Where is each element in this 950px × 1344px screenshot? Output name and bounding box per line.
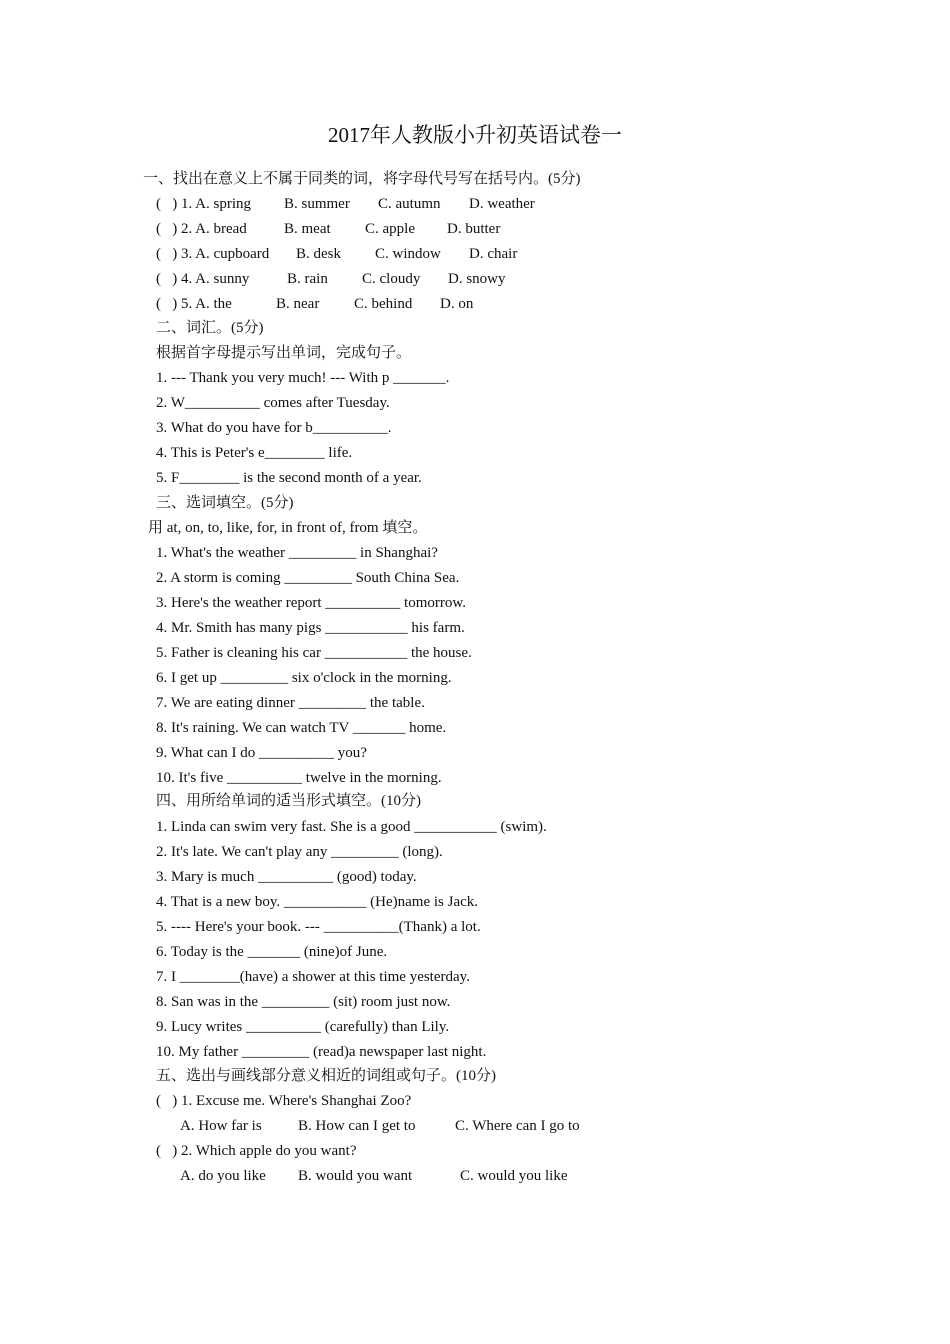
- option-c: C. behind: [354, 296, 413, 312]
- question-stem: ( ) 3. A. cupboard: [156, 246, 270, 262]
- section2-item: 2. W__________ comes after Tuesday.: [156, 395, 390, 411]
- option-b: B. summer: [284, 196, 350, 212]
- section4-item: 6. Today is the _______ (nine)of June.: [156, 944, 388, 960]
- section4-item: 3. Mary is much __________ (good) today.: [156, 869, 417, 885]
- section3-item: 4. Mr. Smith has many pigs ___________ his farm.: [156, 620, 465, 636]
- section3-instruction: 用 at, on, to, like, for, in front of, from 填空。: [148, 520, 428, 536]
- option-d: D. butter: [447, 221, 501, 237]
- section2-heading: 二、词汇。(5分): [156, 320, 264, 336]
- section2-instruction: 根据首字母提示写出单词，完成句子。: [156, 345, 412, 361]
- exam-title: 2017年人教版小升初英语试卷一: [328, 123, 622, 147]
- section5-question: ( ) 2. Which apple do you want?: [156, 1143, 357, 1159]
- option-b: B. rain: [287, 271, 328, 287]
- section2-item: 1. --- Thank you very much! --- With p _______.: [156, 370, 450, 386]
- option-d: D. on: [440, 296, 474, 312]
- option-d: D. weather: [469, 196, 535, 212]
- option-d: D. chair: [469, 246, 518, 262]
- section3-item: 5. Father is cleaning his car ___________ the house.: [156, 645, 472, 661]
- section4-item: 5. ---- Here's your book. --- __________(Thank) a lot.: [156, 919, 481, 935]
- option-b: B. near: [276, 296, 320, 312]
- section3-item: 2. A storm is coming _________ South China Sea.: [156, 570, 460, 586]
- section3-item: 7. We are eating dinner _________ the table.: [156, 695, 425, 711]
- section5-heading: 五、选出与画线部分意义相近的词组或句子。(10分): [156, 1068, 496, 1084]
- section2-item: 5. F________ is the second month of a year.: [156, 470, 422, 486]
- section3-item: 10. It's five __________ twelve in the morning.: [156, 770, 442, 786]
- option-b: B. desk: [296, 246, 341, 262]
- option-b: B. would you want: [298, 1168, 413, 1184]
- section3-item: 1. What's the weather _________ in Shanghai?: [156, 545, 438, 561]
- section3-item: 8. It's raining. We can watch TV _______ home.: [156, 720, 447, 736]
- option-a: A. do you like: [180, 1168, 266, 1184]
- section1-heading: 一、找出在意义上不属于同类的词，将字母代号写在括号内。(5分): [143, 171, 581, 187]
- section3-item: 9. What can I do __________ you?: [156, 745, 367, 761]
- section5-question: ( ) 1. Excuse me. Where's Shanghai Zoo?: [156, 1093, 412, 1109]
- section4-item: 10. My father _________ (read)a newspaper last night.: [156, 1044, 487, 1060]
- option-c: C. would you like: [460, 1168, 568, 1184]
- question-stem: ( ) 4. A. sunny: [156, 271, 250, 287]
- option-d: D. snowy: [448, 271, 506, 287]
- section3-item: 3. Here's the weather report __________ tomorrow.: [156, 595, 466, 611]
- section4-item: 8. San was in the _________ (sit) room just now.: [156, 994, 451, 1010]
- option-b: B. meat: [284, 221, 331, 237]
- section2-item: 3. What do you have for b__________.: [156, 420, 392, 436]
- section2-item: 4. This is Peter's e________ life.: [156, 445, 353, 461]
- option-c: C. autumn: [378, 196, 441, 212]
- section4-item: 1. Linda can swim very fast. She is a good ___________ (swim).: [156, 819, 547, 835]
- section4-heading: 四、用所给单词的适当形式填空。(10分): [156, 793, 421, 809]
- section4-item: 2. It's late. We can't play any _________ (long).: [156, 844, 443, 860]
- option-c: C. window: [375, 246, 441, 262]
- section4-item: 7. I ________(have) a shower at this time yesterday.: [156, 969, 470, 985]
- option-c: C. cloudy: [362, 271, 421, 287]
- section3-item: 6. I get up _________ six o'clock in the morning.: [156, 670, 452, 686]
- section4-item: 4. That is a new boy. ___________ (He)name is Jack.: [156, 894, 479, 910]
- question-stem: ( ) 5. A. the: [156, 296, 232, 312]
- section3-heading: 三、选词填空。(5分): [156, 495, 294, 511]
- option-a: A. How far is: [180, 1118, 262, 1134]
- question-stem: ( ) 1. A. spring: [156, 196, 251, 212]
- option-c: C. Where can I go to: [455, 1118, 580, 1134]
- question-stem: ( ) 2. A. bread: [156, 221, 247, 237]
- option-c: C. apple: [365, 221, 415, 237]
- option-b: B. How can I get to: [298, 1118, 416, 1134]
- section4-item: 9. Lucy writes __________ (carefully) than Lily.: [156, 1019, 450, 1035]
